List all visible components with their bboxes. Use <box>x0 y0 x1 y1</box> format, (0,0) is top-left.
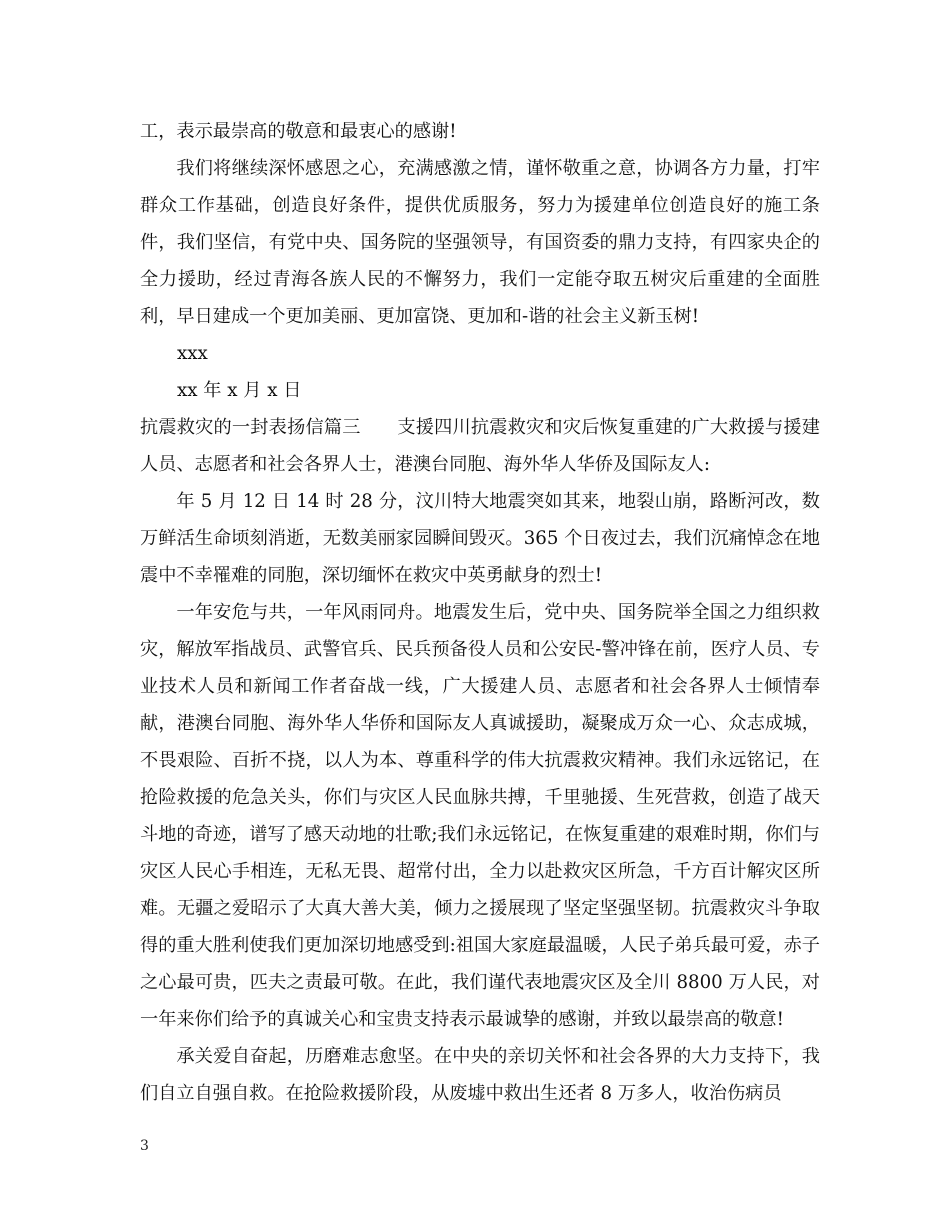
paragraph-5: 承关爱自奋起，历磨难志愈坚。在中央的亲切关怀和社会各界的大力支持下，我们自立自强自救。在抢险救援阶段，从废墟中救出生还者 8 万多人，收治伤病员 <box>140 1046 820 1104</box>
page-number: 3 <box>140 1138 149 1154</box>
paragraph-2: 我们将继续深怀感恩之心，充满感激之情，谨怀敬重之意，协调各方力量，打牢群众工作基础，创造良好条件，提供优质服务，努力为援建单位创造良好的施工条件，我们坚信，有党中央、国务院的坚强领导，有国资委的鼎力支持，有四家央企的全力援助，经过青海各族人民的不懈努力，我们一定能夺取五树灾后重建的全面胜利，早日建成一个更加美丽、更加富饶、更加和-谐的社会主义新玉树! <box>140 158 820 327</box>
document-body <box>140 113 820 1112</box>
paragraph-4: 一年安危与共，一年风雨同舟。地震发生后，党中央、国务院举全国之力组织救灾，解放军指战员、武警官兵、民兵预备役人员和公安民-警冲锋在前，医疗人员、专业技术人员和新闻工作者奋战一线，广大援建人员、志愿者和社会各界人士倾情奉献，港澳台同胞、海外华人华侨和国际友人真诚援助，凝聚成万众一心、众志成城，不畏艰险、百折不挠，以人为本、尊重科学的伟大抗震救灾精神。我们永远铭记，在抢险救援的危急关头，你们与灾区人民血脉共搏，千里驰援、生死营救，创造了战天斗地的奇迹，谱写了感天动地的壮歌;我们永远铭记，在恢复重建的艰难时期，你们与灾区人民心手相连，无私无畏、超常付出，全力以赴救灾区所急，千方百计解灾区所难。无疆之爱昭示了大真大善大美，倾力之援展现了坚定坚强坚韧。抗震救灾斗争取得的重大胜利使我们更加深切地感受到:祖国大家庭最温暖，人民子弟兵最可爱，赤子之心最可贵，匹夫之责最可敬。在此，我们谨代表地震灾区及全川 8800 万人民，对一年来你们给予的真诚关心和宝贵支持表示最诚挚的感谢，并致以最崇高的敬意! <box>140 602 820 1030</box>
paragraph-3: 年 5 月 12 日 14 时 28 分，汶川特大地震突如其来，地裂山崩，路断河改，数万鲜活生命顷刻消逝，无数美丽家园瞬间毁灭。365 个日夜过去，我们沉痛悼念在地震中不幸罹难的同胞，深切缅怀在救灾中英勇献身的烈士! <box>140 491 820 586</box>
signature-date: xx 年 x 月 x 日 <box>177 380 302 401</box>
paragraph-1: 工，表示最崇高的敬意和最衷心的感谢! <box>140 121 457 142</box>
section-title-letter-3: 抗震救灾的一封表扬信篇三 支援四川抗震救灾和灾后恢复重建的广大救援与援建人员、志愿者和社会各界人士，港澳台同胞、海外华人华侨及国际友人: <box>140 417 820 475</box>
signature-name: xxx <box>177 343 208 364</box>
